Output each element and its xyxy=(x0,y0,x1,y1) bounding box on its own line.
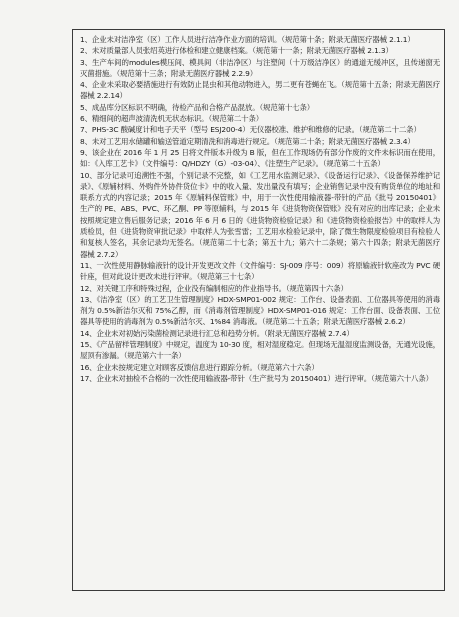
finding-item-1: 1、企业未对洁净室（区）工作人员进行洁净作业方面的培训。（规范第十条；附录无菌医疗器械 2.1.1） xyxy=(80,35,415,44)
finding-item-12: 12、对关键工序和特殊过程，企业没有编制相应的作业指导书。（规范第四十六条） xyxy=(80,283,348,293)
findings-list xyxy=(73,30,444,384)
finding-item-10: 10、部分记录可追溯性不强，个别记录不完整，如《工艺用水监测记录》、《设备运行记录》、《设备保养维护记录》、《原辅材料、外购件外协件货位卡》中的收入量、发出量没有填写；企业销售记录中没有购货单位的地址和联系方式的内容记录；2015 年《原辅料保管账》中，用于一次性使用输液器-带针的产品《批号 20150401》生产的 PE、ABS、PVC、环乙酮、PP 等原辅料，与 2015 年《进货物资保管账》没有对应的出库记录；企业未按照规定建立售后服务记录；2016 年 6 月 6 日的《进货物资检验记录》和《进货物资检验报告》中的取样人为质检员，但《进货物资审批记录》中取样人为张雪雷；工艺用水检验记录中，除了微生物限度检验项目有检验人和复核人签名，其余记录均无签名。（规范第二十七条；第五十九；第六十二条规；第六十四条；附录无菌医疗器械 2.7.2） xyxy=(80,170,440,259)
findings-table-cell xyxy=(72,29,445,591)
finding-item-6: 6、精细间的超声波清洗机无状态标识。（规范第二十条） xyxy=(80,114,264,124)
finding-item-4: 4、企业未采取必要措施进行有效防止昆虫和其他动物进入，男二更有苍蝇在飞。（规范第十五条；附录无菌医疗器械 2.2.14） xyxy=(80,80,440,101)
finding-item-13: 13、《洁净室（区）的工艺卫生管理制度》HDX-SMP01-002 规定：工作台、设备表面、工位器具等使用的消毒剂为 0.5%新洁尔灭和 75%乙醇，而《消毒剂管理制度》HDX-SMP01-016 规定：工作台面、设备表面、工位器具等使用的消毒剂为 0.5%新洁尔灭、1%84 消毒液。（规范第二十五条；附录无菌医疗器械 2.6.2） xyxy=(80,294,440,327)
finding-item-15: 15、《产品留样管理制度》中规定，温度为 10-30 度，相对湿度稳定。但现场无温湿度监测设备，无通光设施，屋顶有渗漏。（规范第六十一条） xyxy=(80,340,440,361)
finding-item-7: 7、PHS-3C 酸碱度计和电子天平（型号 ESJ200-4）无仪器校准、维护和维修的记录。（规范第二十二条） xyxy=(80,125,421,135)
finding-item-2: 2、未对质量部人员张绍英进行体检和建立健康档案。（规范第十一条；附录无菌医疗器械 2.1.3） xyxy=(80,46,393,56)
finding-item-5: 5、成品库分区标识不明确，待检产品和合格产品混放。（规范第十七条） xyxy=(80,102,315,112)
finding-item-3: 3、生产车间的modules模压间、模具间（非洁净区）与注塑间（十万级洁净区）的通道无缓冲区，且传递窗无灭菌措施。（规范第十三条；附录无菌医疗器械 2.2.9） xyxy=(80,57,440,78)
finding-item-16: 16、企业未按规定建立对顾客反馈信息进行跟踪分析。（规范第六十六条） xyxy=(80,362,319,372)
finding-item-8: 8、未对工艺用水储罐和输送管道定期清洗和消毒进行规定。（规范第二十条；附录无菌医疗器械 2.3.4） xyxy=(80,136,415,146)
finding-item-14: 14、企业未对初始污染菌检测记录进行汇总和趋势分析。（附录无菌医疗器械 2.7.4） xyxy=(80,328,354,338)
finding-item-9: 9、该企业在 2016 年 1 月 25 日将文件版本升级为 B 版，但在工作现场仍有部分作废的文件未标识而在使用，如：《入库工艺卡》（文件编号：Q/HDZY（G）-03-04）、《注塑生产记录》。（规范第二十五条） xyxy=(80,147,440,169)
finding-item-17: 17、企业未对抽检不合格的一次性使用输液器-带针（生产批号为 20150401）进行评审。（规范第六十八条） xyxy=(80,373,433,383)
finding-item-11: 11、一次性使用静脉输液针的设计开发更改文件（文件编号：SJ-009 序号：009）将原输液针软座改为 PVC 硬针座，但对此设计更改未进行评审。（规范第三十七条） xyxy=(80,260,440,282)
